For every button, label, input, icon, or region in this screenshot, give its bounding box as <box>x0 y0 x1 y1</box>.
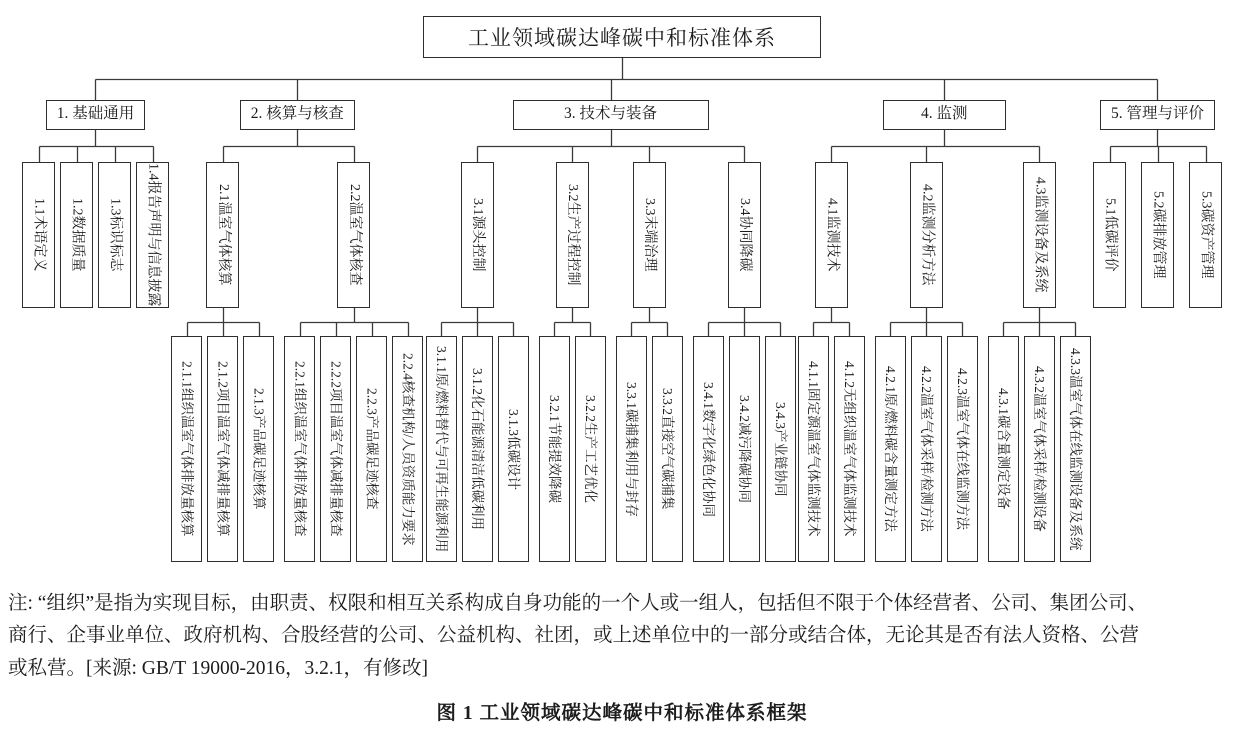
level3-node <box>765 336 796 562</box>
level3-node <box>207 336 238 562</box>
note-text <box>8 588 1236 685</box>
branch-groups <box>1093 162 1222 308</box>
level3-node <box>1060 336 1091 562</box>
level3-node <box>729 336 760 562</box>
node-label: 4.2.3温室气体在线监测方法 <box>955 368 970 530</box>
group-children <box>693 336 796 562</box>
group-column <box>693 162 796 562</box>
group-column <box>1093 162 1126 308</box>
branch-column-1 <box>22 100 169 308</box>
group-children <box>284 336 423 562</box>
level3-node <box>392 336 423 562</box>
level3-node <box>356 336 387 562</box>
group-children <box>616 336 683 562</box>
group-column <box>1141 162 1174 308</box>
node-label: 3.4协同降碳 <box>737 198 752 272</box>
root-node: 工业领域碳达峰碳中和标准体系 <box>423 16 821 58</box>
level2-node <box>633 162 666 308</box>
level2-node <box>136 162 169 308</box>
group-children <box>875 336 978 562</box>
node-label: 1.3标识标志 <box>107 198 123 272</box>
level2-node <box>206 162 239 308</box>
node-label: 3.1源头控制 <box>470 198 485 272</box>
node-label: 2.2温室气体核查 <box>346 184 362 286</box>
level3-node <box>911 336 942 562</box>
group-column <box>22 162 55 308</box>
level3-node <box>539 336 570 562</box>
node-label: 3.3.1碳捕集利用与封存 <box>623 381 639 517</box>
figure-caption: 图 1 工业领域碳达峰碳中和标准体系框架 <box>436 703 808 725</box>
node-label: 3.2生产过程控制 <box>565 184 580 286</box>
level3-node <box>498 336 529 562</box>
branch-row <box>0 100 1244 562</box>
group-column <box>539 162 606 562</box>
node-label: 3.2.2生产工艺优化 <box>582 395 598 503</box>
level2-node <box>461 162 494 308</box>
node-label: 2.2.4核查机构/人员资质能力要求 <box>400 352 416 546</box>
node-label: 3.4.1数字化绿色化协同 <box>700 381 716 517</box>
node-label: 2.1.2项目温室气体减排量核算 <box>215 361 231 537</box>
level2-node <box>728 162 761 308</box>
node-label: 4.2监测分析方法 <box>919 184 935 286</box>
node-label: 3.1.2化石能源清洁低碳利用 <box>469 368 485 530</box>
branch-header: 4. 监测 <box>883 100 1006 130</box>
node-label: 5.1低碳评价 <box>1102 198 1118 272</box>
group-children <box>798 336 865 562</box>
node-label: 2.2.1组织温室气体排放量核查 <box>292 361 308 537</box>
level2-node <box>1023 162 1056 308</box>
level2-node <box>1093 162 1126 308</box>
level3-node <box>426 336 457 562</box>
level3-node <box>693 336 724 562</box>
group-children <box>988 336 1091 562</box>
level3-node <box>798 336 829 562</box>
level3-node <box>320 336 351 562</box>
level3-node <box>947 336 978 562</box>
branch-groups <box>171 162 423 562</box>
group-column <box>171 162 274 562</box>
node-label: 2.1.1组织温室气体排放量核算 <box>179 361 195 537</box>
node-label: 2.2.3产品碳足迹核查 <box>364 388 380 510</box>
node-label: 3.2.1节能提效降碳 <box>546 395 562 503</box>
node-label: 4.2.2温室气体采样/检测方法 <box>919 366 934 532</box>
node-label: 5.2碳排放管理 <box>1150 191 1166 279</box>
note-line: 商行、企事业单位、政府机构、合股经营的公司、公益机构、社团，或上述单位中的一部分或结合体，无论其是否有法人资格、公营 <box>8 625 1140 647</box>
group-column <box>426 162 529 562</box>
node-label: 3.3.2直接空气碳捕集 <box>659 388 675 510</box>
level3-node <box>652 336 683 562</box>
node-label: 4.1.2无组织温室气体监测技术 <box>842 361 857 537</box>
node-label: 4.1监测技术 <box>824 198 840 272</box>
node-label: 3.1.1原/燃料替代与可再生能源利用 <box>433 345 449 553</box>
level3-node <box>171 336 202 562</box>
node-label: 4.3.1碳含量测定设备 <box>996 388 1011 510</box>
branch-column-2 <box>171 100 423 562</box>
node-label: 1.1术语定义 <box>31 198 47 272</box>
group-column <box>284 162 423 562</box>
note-line: 或私营。[来源: GB/T 19000-2016，3.2.1，有修改] <box>8 657 428 679</box>
level2-node <box>337 162 370 308</box>
group-column <box>1189 162 1222 308</box>
level3-node <box>834 336 865 562</box>
level2-node <box>60 162 93 308</box>
node-label: 1.2数据质量 <box>69 198 85 272</box>
level3-node <box>875 336 906 562</box>
node-label: 3.1.3低碳设计 <box>505 408 521 490</box>
group-column <box>798 162 865 562</box>
level2-node <box>22 162 55 308</box>
group-children <box>539 336 606 562</box>
level2-node <box>556 162 589 308</box>
branch-header: 1. 基础通用 <box>46 100 146 130</box>
level3-node <box>462 336 493 562</box>
note-line: 注: “组织”是指为实现目标，由职责、权限和相互关系构成自身功能的一个人或一组人，包括但不限于个体经营者、公司、集团公司、 <box>8 593 1148 614</box>
group-column <box>988 162 1091 562</box>
branch-header: 3. 技术与装备 <box>513 100 709 130</box>
level3-node <box>616 336 647 562</box>
group-column <box>616 162 683 562</box>
group-children <box>426 336 529 562</box>
branch-header: 5. 管理与评价 <box>1100 100 1215 130</box>
level2-node <box>1141 162 1174 308</box>
level2-node <box>910 162 943 308</box>
level3-node <box>575 336 606 562</box>
branch-header: 2. 核算与核查 <box>240 100 355 130</box>
level3-node <box>1024 336 1055 562</box>
group-children <box>171 336 274 562</box>
node-label: 4.3监测设备及系统 <box>1032 177 1048 293</box>
node-label: 3.4.3产业链协同 <box>772 401 788 497</box>
level2-node <box>1189 162 1222 308</box>
branch-groups <box>426 162 796 562</box>
level3-node <box>988 336 1019 562</box>
node-label: 5.3碳资产管理 <box>1198 191 1214 279</box>
node-label: 4.3.2温室气体采样/检测设备 <box>1032 366 1047 532</box>
node-label: 2.1温室气体核算 <box>215 184 231 286</box>
node-label: 4.1.1固定源温室气体监测技术 <box>806 361 821 537</box>
branch-groups <box>798 162 1091 562</box>
group-column <box>98 162 131 308</box>
level3-node <box>243 336 274 562</box>
branch-column-3 <box>426 100 796 562</box>
group-column <box>136 162 169 308</box>
level2-node <box>98 162 131 308</box>
group-column <box>60 162 93 308</box>
node-label: 2.1.3产品碳足迹核算 <box>251 388 267 510</box>
level2-node <box>815 162 848 308</box>
node-label: 2.2.2项目温室气体减排量核查 <box>328 361 344 537</box>
node-label: 1.4报告声明与信息披露 <box>145 163 161 307</box>
node-label: 4.3.3温室气体在线监测设备及系统 <box>1068 347 1083 551</box>
group-column <box>875 162 978 562</box>
branch-groups <box>22 162 169 308</box>
node-label: 4.2.1原/燃料碳含量测定方法 <box>883 366 898 532</box>
node-label: 3.4.2减污降碳协同 <box>736 395 752 503</box>
level3-node <box>284 336 315 562</box>
branch-column-4 <box>798 100 1091 562</box>
branch-column-5 <box>1093 100 1222 308</box>
node-label: 3.3末端治理 <box>642 198 657 272</box>
